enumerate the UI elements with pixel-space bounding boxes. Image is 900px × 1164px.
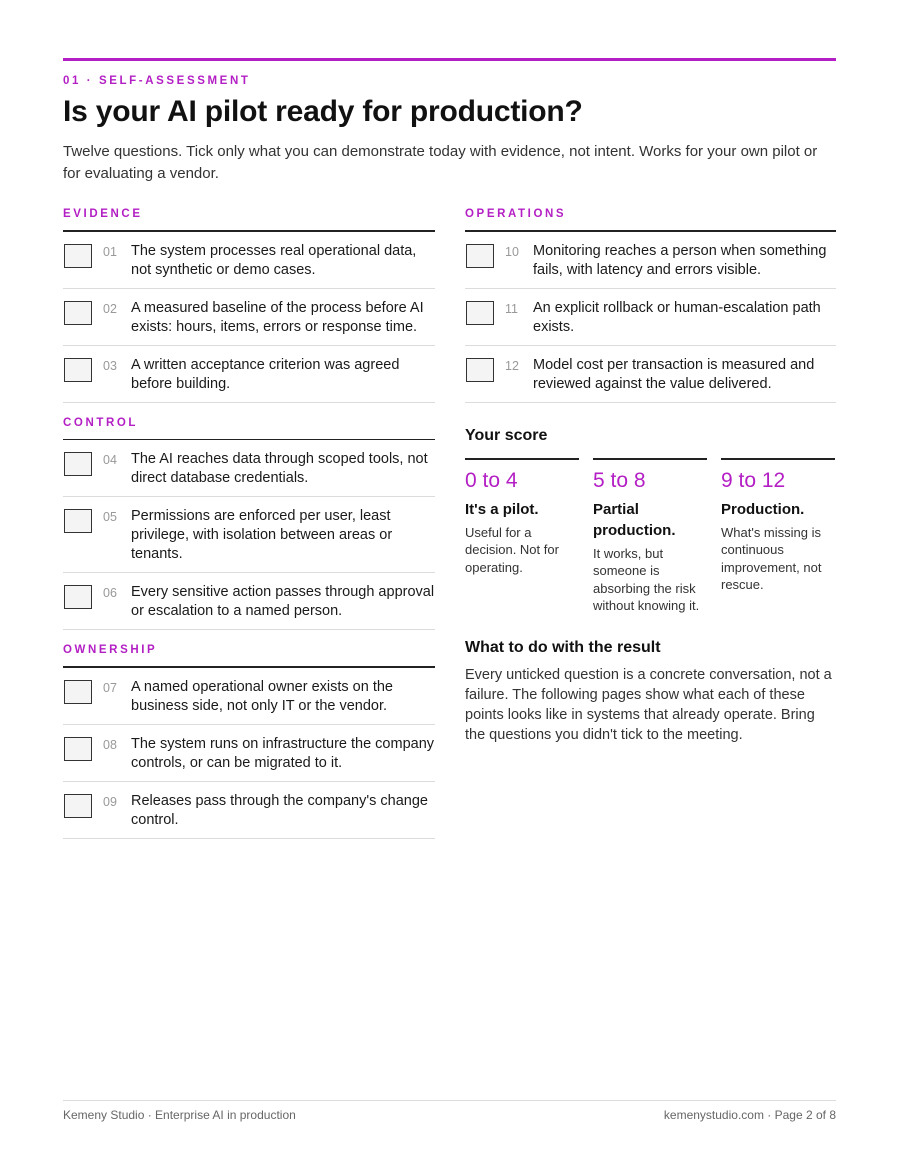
tier-range: 0 to 4 — [465, 468, 518, 492]
item-number: 03 — [103, 358, 117, 373]
score-tier — [721, 458, 835, 615]
item-text: The system processes real operational data, not synthetic or demo cases. — [131, 242, 417, 278]
checkbox[interactable] — [64, 301, 92, 325]
page-footer — [63, 1100, 836, 1122]
checklist-item — [63, 289, 435, 346]
tier-heading: Partial production. — [593, 500, 676, 539]
item-number: 09 — [103, 794, 117, 809]
checkbox[interactable] — [64, 452, 92, 476]
next-steps-body: Every unticked question is a concrete conversation, not a failure. The following pages show what each of these points looks like in systems that already operate. Bring the questions you didn't tick to the meeting. — [465, 666, 832, 743]
tier-heading: Production. — [721, 500, 805, 518]
checkbox[interactable] — [64, 737, 92, 761]
checklist-item — [63, 497, 435, 573]
item-text: Permissions are enforced per user, least privilege, with isolation between areas or tenants. — [131, 508, 393, 562]
checkbox[interactable] — [64, 794, 92, 818]
checklist-item — [63, 668, 435, 725]
section-label-evidence: EVIDENCE — [63, 208, 143, 220]
checkbox[interactable] — [466, 301, 494, 325]
checklist-item — [63, 782, 435, 839]
item-number: 05 — [103, 510, 117, 524]
left-column — [63, 208, 435, 839]
right-column — [465, 208, 836, 745]
tier-heading: It's a pilot. — [465, 500, 539, 518]
tier-description: What's missing is continuous improvement, not rescue. — [721, 524, 822, 592]
page-title: Is your AI pilot ready for production? — [63, 95, 583, 128]
score-heading: Your score — [465, 426, 548, 444]
checkbox[interactable] — [64, 585, 92, 609]
next-steps-heading: What to do with the result — [465, 638, 661, 656]
checklist-item — [465, 346, 836, 403]
section-label-control: CONTROL — [63, 416, 139, 429]
item-text: Releases pass through the company's change control. — [131, 792, 428, 828]
score-tier — [593, 458, 707, 615]
checklist-item — [63, 440, 435, 497]
intro-paragraph: Twelve questions. Tick only what you can demonstrate today with evidence, not intent. Works for your own pilot or for evaluating a vendor. — [63, 143, 818, 182]
checkbox[interactable] — [466, 244, 494, 268]
item-text: A written acceptance criterion was agreed before building. — [131, 356, 400, 392]
page — [63, 58, 836, 828]
item-text: The AI reaches data through scoped tools, not direct database credentials. — [131, 451, 428, 486]
item-number: 07 — [103, 680, 117, 695]
top-accent-rule — [63, 58, 836, 61]
section-label-operations: OPERATIONS — [465, 208, 567, 220]
item-number: 02 — [103, 301, 117, 316]
tier-range: 9 to 12 — [721, 468, 786, 492]
section-label-ownership: OWNERSHIP — [63, 644, 158, 656]
checklist-item — [465, 289, 836, 346]
item-text: A measured baseline of the process before AI exists: hours, items, errors or response time. — [131, 299, 424, 335]
item-number: 04 — [103, 453, 117, 467]
checkbox[interactable] — [64, 509, 92, 533]
item-number: 11 — [505, 301, 518, 316]
item-number: 10 — [505, 244, 519, 259]
footer-left-text: Kemeny Studio · Enterprise AI in production — [63, 1108, 296, 1122]
item-text: Model cost per transaction is measured and reviewed against the value delivered. — [533, 356, 815, 392]
footer-right-text: kemenystudio.com · Page 2 of 8 — [663, 1108, 836, 1122]
item-text: An explicit rollback or human-escalation path exists. — [533, 299, 821, 335]
item-text: A named operational owner exists on the business side, not only IT or the vendor. — [131, 678, 393, 714]
checkbox[interactable] — [466, 358, 494, 382]
checklist-item — [465, 232, 836, 289]
tier-description: Useful for a decision. Not for operating. — [465, 524, 559, 575]
checkbox[interactable] — [64, 358, 92, 382]
score-tier — [465, 458, 579, 615]
checklist-item — [63, 725, 435, 782]
item-text: The system runs on infrastructure the company controls, or can be migrated to it. — [131, 735, 435, 771]
checklist-item — [63, 346, 435, 403]
item-number: 12 — [505, 358, 519, 373]
operations-section — [465, 208, 836, 403]
control-section — [63, 417, 435, 631]
score-tiers — [465, 458, 836, 615]
item-text: Every sensitive action passes through approval or escalation to a named person. — [131, 584, 435, 619]
section-eyebrow: 01 · SELF-ASSESSMENT — [63, 75, 251, 87]
item-number: 08 — [103, 737, 117, 752]
checkbox[interactable] — [64, 244, 92, 268]
item-number: 06 — [103, 586, 117, 600]
tier-range: 5 to 8 — [593, 468, 646, 492]
checkbox[interactable] — [64, 680, 92, 704]
tier-description: It works, but someone is absorbing the risk without knowing it. — [593, 545, 700, 613]
item-number: 01 — [103, 244, 117, 259]
checklist-item — [63, 573, 435, 630]
checklist-item — [63, 232, 435, 289]
item-text: Monitoring reaches a person when something fails, with latency and errors visible. — [533, 242, 827, 278]
ownership-section — [63, 644, 435, 839]
evidence-section — [63, 208, 435, 403]
